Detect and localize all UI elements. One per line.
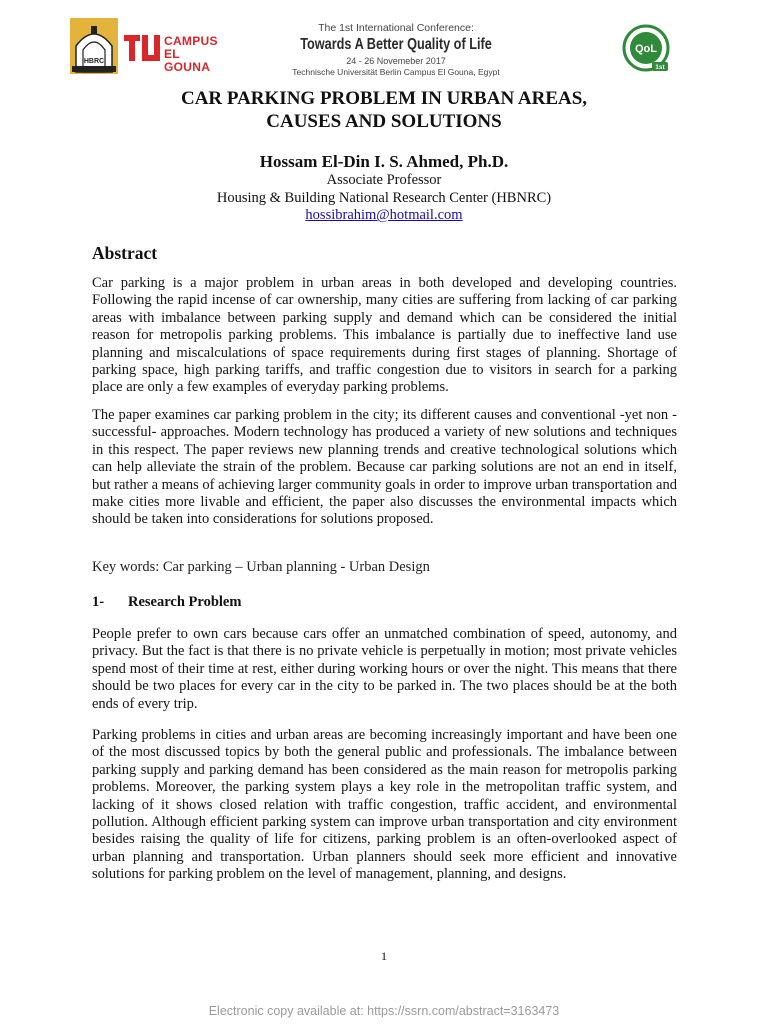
conference-title: Towards A Better Quality of Life	[300, 36, 492, 53]
qol-badge-text: 1st	[655, 64, 665, 71]
ssrn-footer-link[interactable]: Electronic copy available at: https://ssrn.com/abstract=3163473	[208, 1004, 560, 1018]
conference-intro: The 1st International Conference:	[318, 22, 474, 34]
qol-logo-text: QoL	[635, 43, 657, 55]
hbrc-logo	[70, 18, 118, 74]
page-number: 1	[381, 949, 387, 963]
campus-el-gouna-logo	[124, 34, 220, 74]
keywords: Key words: Car parking – Urban planning - Urban Design	[92, 559, 430, 575]
hbrc-logo-text: HBRC	[83, 58, 105, 65]
abstract-paragraph-2: The paper examines car parking problem in the city; its different causes and conventional -yet non -successful- approaches. Modern technology has produced a variety of new solutions and techniques in this respect. The paper reviews new planning trends and creative technological solutions which can help alleviate the strain of the problem. Because car parking solutions are not an end in itself, but rather a means of achieving larger community goals in order to improve urban transportation and make cities more livable and efficient, the paper also discusses the environmental impacts which should be taken into considerations for solutions proposed.	[92, 407, 677, 528]
conference-dates: 24 - 26 Novemeber 2017	[346, 56, 446, 66]
paper-title-line-1: CAR PARKING PROBLEM IN URBAN AREAS,	[180, 88, 588, 109]
abstract-heading: Abstract	[92, 243, 158, 263]
section-1-paragraph-2: Parking problems in cities and urban areas are becoming increasingly important and have been one of the most discussed topics by both the general public and professionals. The imbalance between parking supply and parking demand has been considered as the main reason for metropolis parking problems. Moreover, the parking system plays a key role in the metropolitan traffic system, and lacking of it shows closed relation with traffic congestion, traffic accident, and environmental pollution. Although efficient parking system can improve urban transportation and city environment besides raising the quality of life for citizens, parking problem is an often-overlooked aspect of urban planning and transportation. Urban planners should seek more efficient and innovative solutions for parking problem on the level of management, planning, and designs.	[92, 727, 677, 883]
abstract-paragraph-1: Car parking is a major problem in urban areas in both developed and developing countries. Following the rapid incense of car ownership, many cities are suffering from lacking of car parking areas with imbalance between parking supply and demand which can be considered the initial reason for metropolis parking problems. This imbalance is partially due to ineffective land use planning and miscalculations of space requirements during first stages of planning. Shortage of parking space, high parking tariffs, and traffic congestion due to visitors in search for a parking place are only a few examples of everyday parking problems.	[92, 275, 677, 396]
paper-title-line-2: CAUSES AND SOLUTIONS	[266, 111, 502, 132]
el-gouna-logo-text: EL GOUNA	[164, 47, 211, 74]
author-email-link[interactable]: hossibrahim@hotmail.com	[305, 207, 463, 223]
section-1-heading	[92, 594, 241, 611]
section-1-paragraph-1: People prefer to own cars because cars offer an unmatched combination of speed, autonomy, and privacy. But the fact is that there is no private vehicle is perpetually in motion; most private vehicles spend most of their time at rest, either during working hours or over the night. This means that there should be two places for every car in the city to be parked in. The two places should be at the both ends of every trip.	[92, 626, 677, 712]
author-position: Associate Professor	[326, 172, 442, 188]
conference-venue: Technische Universität Berlin Campus El Gouna, Egypt	[292, 67, 500, 77]
section-1-number: 1-	[92, 594, 105, 610]
campus-logo-text: CAMPUS	[164, 34, 218, 48]
author-name: Hossam El-Din I. S. Ahmed, Ph.D.	[259, 152, 509, 171]
section-1-title: Research Problem	[128, 594, 242, 610]
qol-logo	[622, 24, 670, 72]
author-affiliation: Housing & Building National Research Center (HBNRC)	[216, 190, 552, 206]
